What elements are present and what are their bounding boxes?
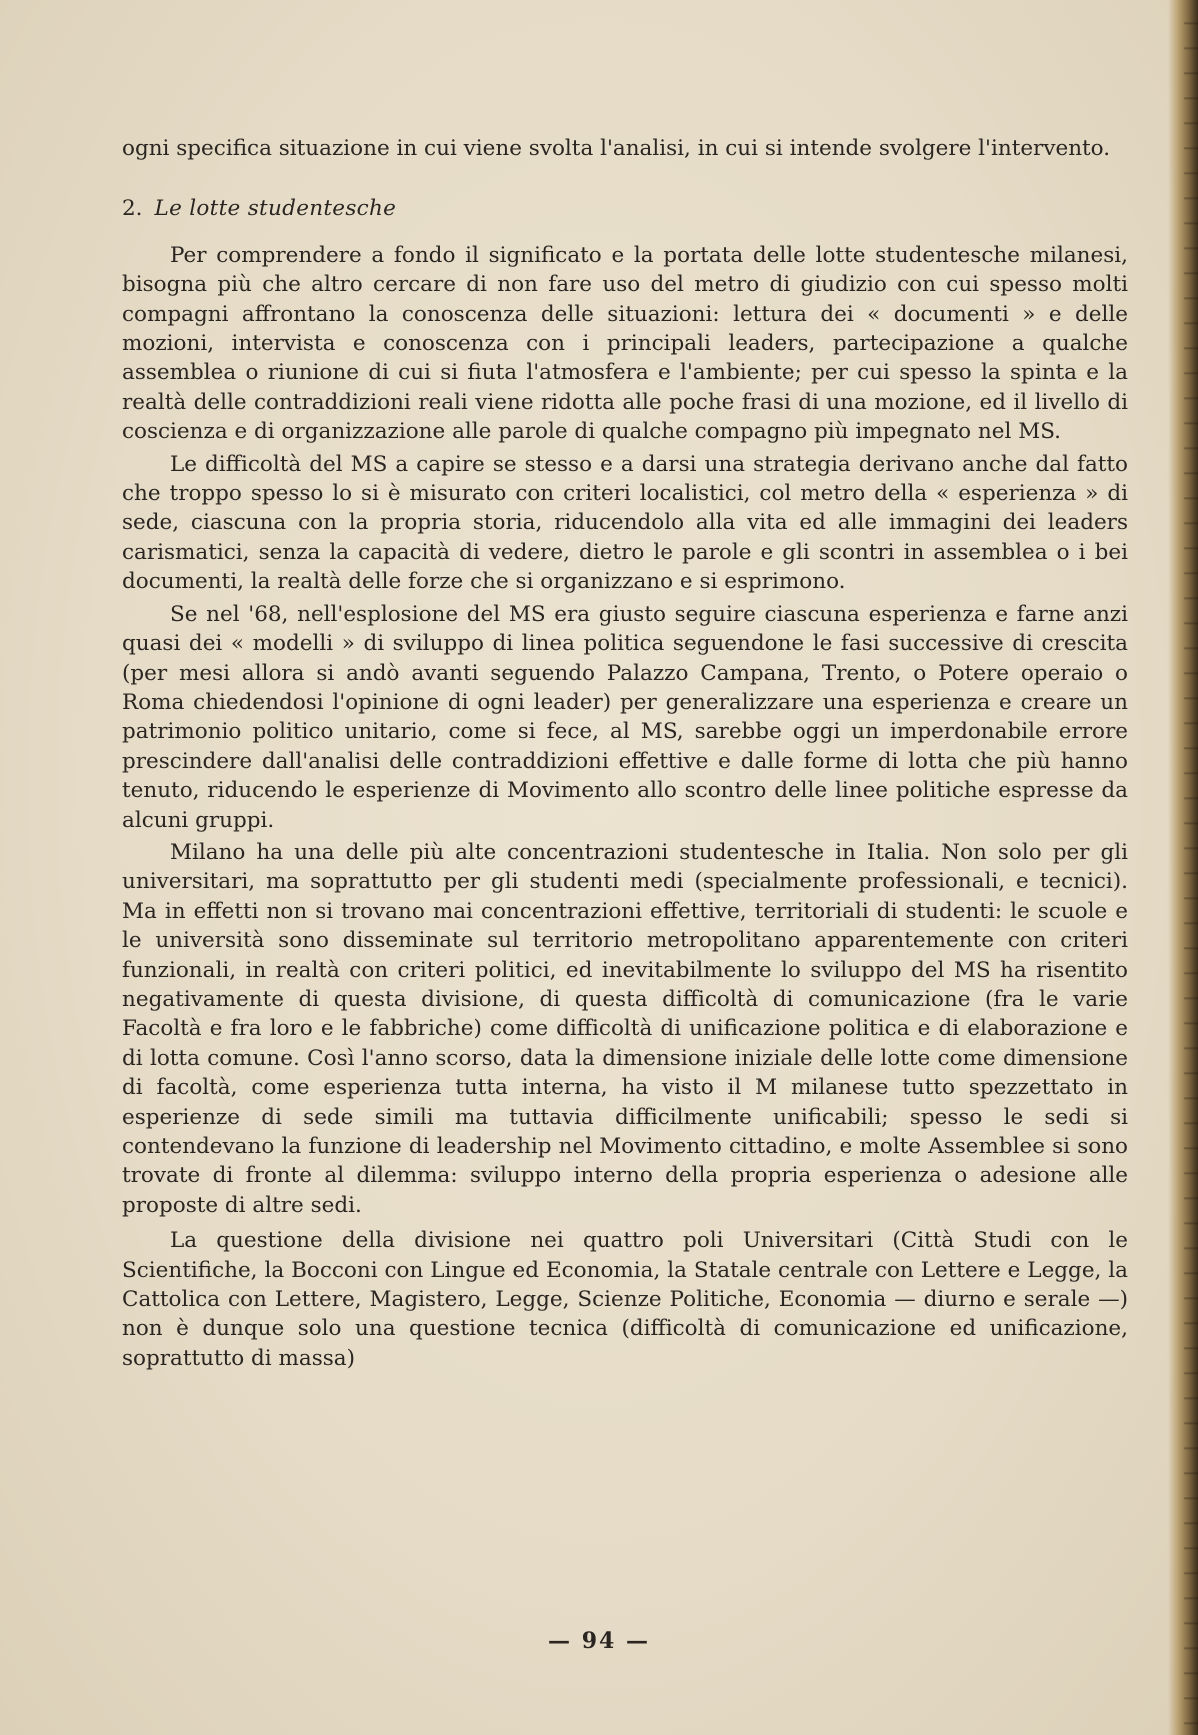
paragraph-1: Per comprendere a fondo il significato e la portata delle lotte studentesche milanesi, bisogna più che altro cercare di non fare uso del metro di giudizio con cui spesso molti compagni affrontano la conoscenza delle situazioni: lettura dei « documenti » e delle mozioni, intervista e conoscenza con i principali leaders, partecipazione a qualche assemblea o riunione di cui si fiuta l'atmosfera e l'ambiente; per cui spesso la spinta e la realtà delle contraddizioni reali viene ridotta alle poche frasi di una mozione, ed il livello di coscienza e di organizzazione alle parole di qualche compagno più impegnato nel MS. xyxy=(122,242,1128,445)
section-heading xyxy=(122,194,1128,223)
paragraph-4: Milano ha una delle più alte concentrazioni studentesche in Italia. Non solo per gli universitari, ma soprattutto per gli studenti medi (specialmente professionali, e tecnici). Ma in effetti non si trovano mai concentrazioni effettive, territoriali di studenti: le scuole e le università sono disseminate sul territorio metropolitano apparentemente con criteri funzionali, in realtà con criteri politici, ed inevitabilmente lo sviluppo del MS ha risentito negativamente di questa divisione, di questa difficoltà di comunicazione (fra le varie Facoltà e fra loro e le fabbriche) come difficoltà di unificazione politica e di elaborazione e di lotta comune. Così l'anno scorso, data la dimensione iniziale delle lotte come dimensione di facoltà, come esperienza tutta interna, ha visto il M milanese tutto spezzettato in esperienze di sede simili ma tuttavia difficilmente unificabili; spesso le sedi si contendevano la funzione di leadership nel Movimento cittadino, e molte Assemblee si sono trovate di fronte al dilemma: sviluppo interno della propria esperienza o adesione alle proposte di altre sedi. xyxy=(122,839,1128,1218)
paragraph-5: La questione della divisione nei quattro poli Universitari (Città Studi con le Scientifiche, la Bocconi con Lingue ed Economia, la Statale centrale con Lettere e Legge, la Cattolica con Lettere, Magistero, Legge, Scienze Politiche, Economia — diurno e serale —) non è dunque solo una questione tecnica (difficoltà di comunicazione ed unificazione, soprattutto di massa) xyxy=(122,1228,1128,1371)
opening-fragment: ogni specifica situazione in cui viene svolta l'analisi, in cui si intende svolgere l'intervento. xyxy=(122,136,1111,161)
page-content xyxy=(122,134,1128,1379)
paragraph-2: Le difficoltà del MS a capire se stesso e a darsi una strategia derivano anche dal fatto che troppo spesso lo si è misurato con criteri localistici, col metro della « esperienza » di sede, ciascuna con la propria storia, riducendolo alla vita ed alle immagini dei leaders carismatici, senza la capacità di vedere, dietro le parole e gli scontri in assemblea o i bei documenti, la realtà delle forze che si organizzano e si esprimono. xyxy=(122,451,1128,595)
page-number: — 94 — xyxy=(548,1628,650,1654)
section-number: 2. xyxy=(122,196,143,222)
page-edge-marks xyxy=(1184,0,1198,1735)
paragraph-3: Se nel '68, nell'esplosione del MS era giusto seguire ciascuna esperienza e farne anzi quasi dei « modelli » di sviluppo di linea politica seguendone le fasi successive di crescita (per mesi allora si andò avanti seguendo Palazzo Campana, Trento, o Potere operaio o Roma chiedendosi l'opinione di ogni leader) per generalizzare una esperienza e creare un patrimonio politico unitario, come si fece, al MS, sarebbe oggi un imperdonabile errore prescindere dall'analisi delle contraddizioni effettive e dalle forme di lotta che più hanno tenuto, riducendo le esperienze di Movimento allo scontro delle linee politiche espresse da alcuni gruppi. xyxy=(122,601,1128,833)
section-title: Le lotte studentesche xyxy=(154,196,397,222)
